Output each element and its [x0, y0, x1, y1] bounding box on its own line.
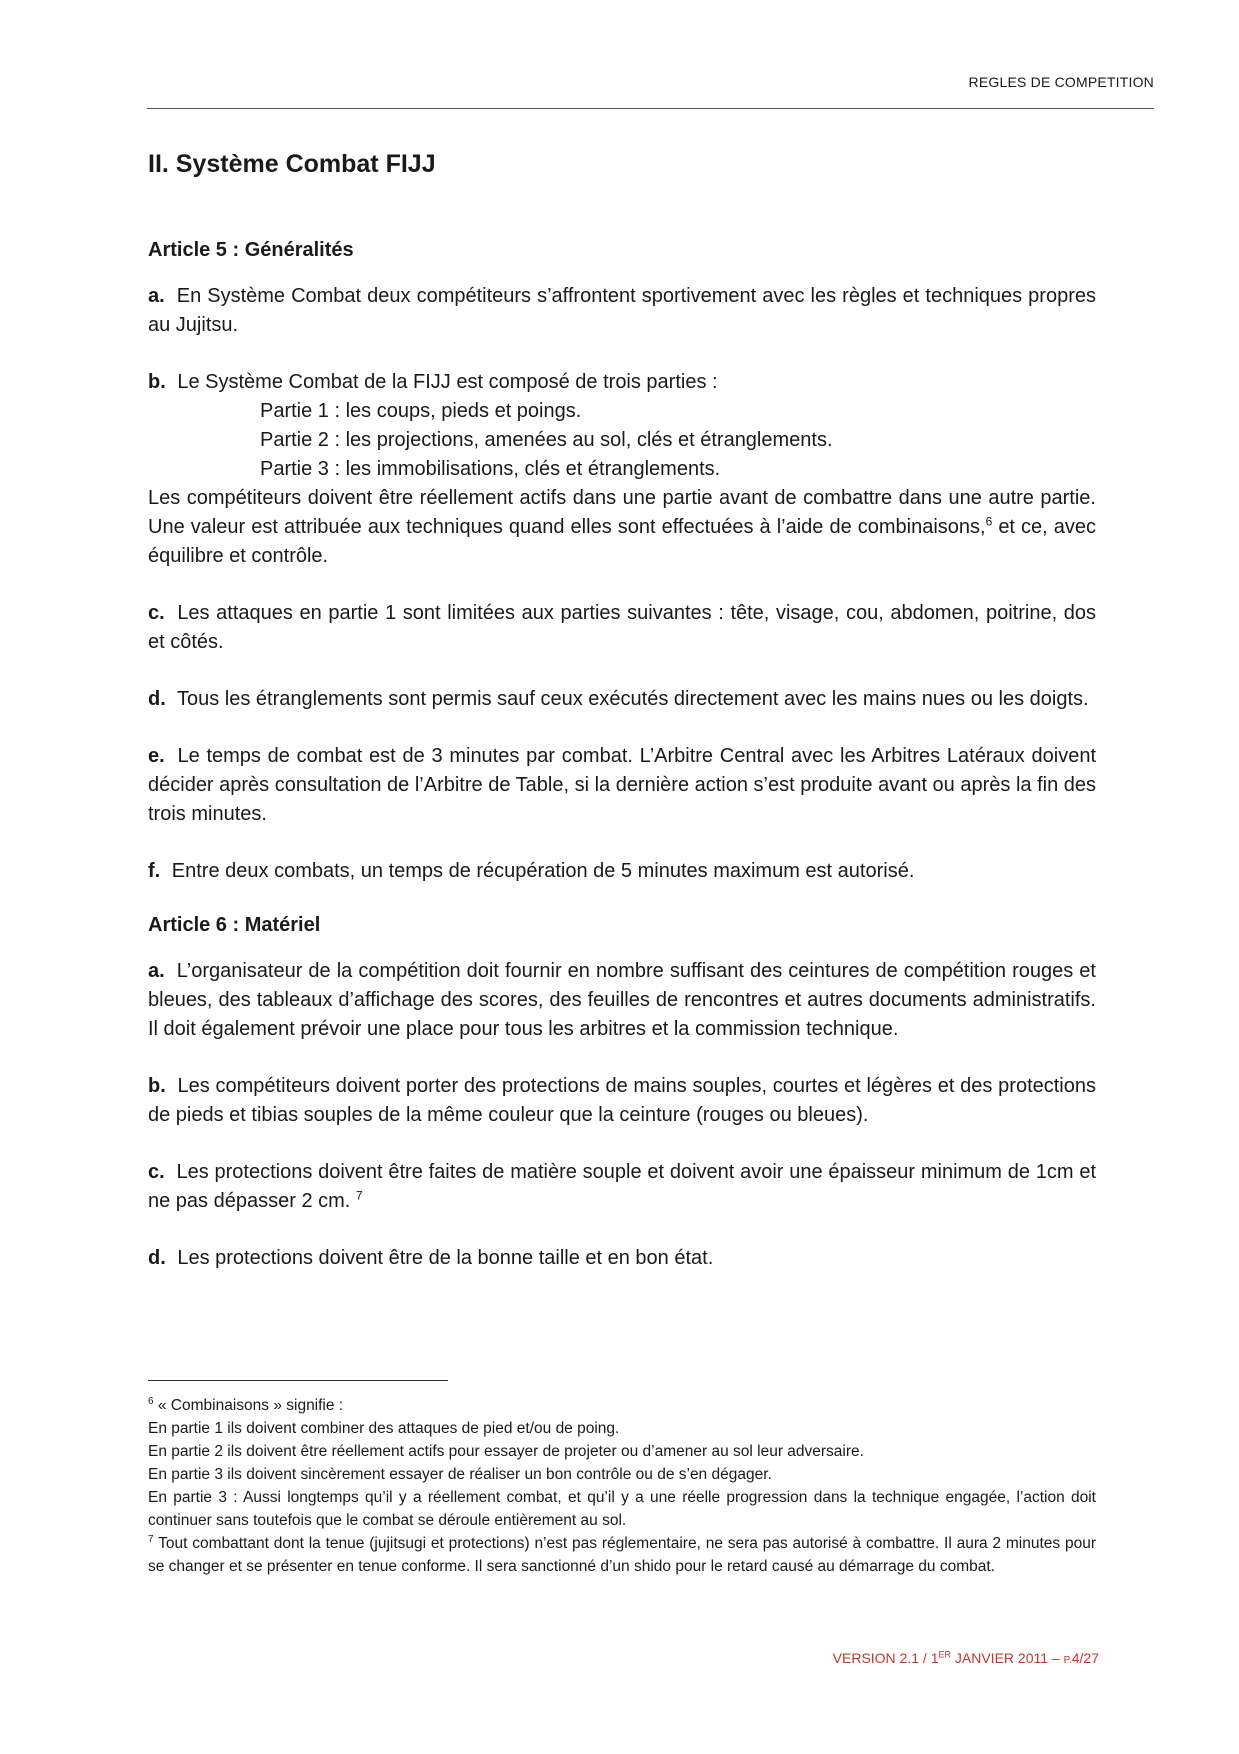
footnote-7 [148, 1532, 1096, 1578]
article-6-title: Article 6 : Matériel [148, 914, 321, 936]
para-label: b. [148, 371, 166, 393]
para-label: f. [148, 860, 161, 882]
version-footer [833, 1650, 1099, 1666]
footnote-ref-7[interactable]: 7 [355, 1188, 363, 1203]
para-label: a. [148, 960, 165, 982]
para-label: b. [148, 1075, 166, 1097]
footnote-separator [148, 1380, 448, 1381]
part-2-line: Partie 2 : les projections, amenées au sol, clés et étranglements. [260, 429, 833, 451]
para-text: Les protections doivent être faites de matière souple et doivent avoir une épaisseur minimum de 1cm et ne pas dépasser 2 cm. [148, 1161, 1096, 1212]
part-1-line: Partie 1 : les coups, pieds et poings. [260, 400, 582, 422]
para-text: Entre deux combats, un temps de récupération de 5 minutes maximum est autorisé. [171, 860, 915, 882]
header-rule [147, 108, 1154, 109]
para-text: Les protections doivent être de la bonne taille et en bon état. [177, 1247, 714, 1269]
footnote-number: 7 [148, 1533, 154, 1545]
article-5-title: Article 5 : Généralités [148, 239, 354, 261]
para-text: Le Système Combat de la FIJJ est composé de trois parties : [177, 371, 718, 393]
para-text: L’organisateur de la compétition doit fournir en nombre suffisant des ceintures de compétition rouges et bleues, des tableaux d’affichage des scores, des feuilles de rencontres et autres documents administratifs. Il doit également prévoir une place pour tous les arbitres et la commission technique. [148, 960, 1096, 1040]
article-5-para-a [148, 282, 1096, 340]
para-text: Les attaques en partie 1 sont limitées aux parties suivantes : tête, visage, cou, abdomen, poitrine, dos et côtés. [148, 602, 1096, 653]
para-text: Tous les étranglements sont permis sauf ceux exécutés directement avec les mains nues ou les doigts. [176, 688, 1089, 710]
article-5-para-b [148, 368, 1096, 571]
version-text: VERSION 2.1 / 1 [832, 1650, 939, 1666]
article-6-para-c [148, 1158, 1096, 1216]
footnote-text: Tout combattant dont la tenue (jujitsugi et protections) n’est pas réglementaire, ne sera pas autorisé à combattre. Il aura 2 minutes pour se changer et se présenter en tenue conforme. Il sera sanctionné d’un shido pour le retard causé au démarrage du combat. [148, 1535, 1096, 1575]
page-number: 4/27 [1071, 1650, 1099, 1666]
footnote-6-line: En partie 2 ils doivent être réellement actifs pour essayer de projeter ou d’amener au sol leur adversaire. [148, 1443, 864, 1460]
para-text: Les compétiteurs doivent être réellement actifs dans une partie avant de combattre dans une autre partie. Une valeur est attribuée aux techniques quand elles sont effectuées à l’aide de combinaisons, [148, 487, 1096, 538]
article-5-para-e [148, 742, 1096, 829]
ordinal-suffix: ER [938, 1649, 951, 1660]
section-title: II. Système Combat FIJJ [148, 150, 436, 178]
footnotes [148, 1394, 1096, 1578]
running-header: REGLES DE COMPETITION [968, 74, 1154, 90]
footnote-6-line: En partie 3 ils doivent sincèrement essayer de réaliser un bon contrôle ou de s’en dégager. [148, 1466, 772, 1483]
article-6-para-a [148, 957, 1096, 1044]
para-label: d. [148, 688, 166, 710]
para-label: a. [148, 285, 165, 307]
para-label: d. [148, 1247, 166, 1269]
footnote-6-line: En partie 3 : Aussi longtemps qu’il y a réellement combat, et qu’il y a une réelle progression dans la technique engagée, l’action doit continuer sans toutefois que le combat se déroule entièrement au sol. [148, 1489, 1096, 1529]
para-text: Les compétiteurs doivent porter des protections de mains souples, courtes et légères et des protections de pieds et tibias souples de la même couleur que la ceinture (rouges ou bleues). [148, 1075, 1096, 1126]
page-prefix: P. [1063, 1655, 1072, 1666]
part-3-line: Partie 3 : les immobilisations, clés et étranglements. [260, 458, 721, 480]
footnote-6-line [148, 1394, 1096, 1417]
para-label: c. [148, 1161, 165, 1183]
para-text: En Système Combat deux compétiteurs s’affrontent sportivement avec les règles et techniques propres au Jujitsu. [148, 285, 1096, 336]
article-6-para-b [148, 1072, 1096, 1130]
footnote-number: 6 [148, 1395, 154, 1407]
article-5-para-f [148, 857, 1096, 886]
date-text: JANVIER 2011 – [951, 1650, 1064, 1666]
para-text: et ce, avec équilibre et contrôle. [148, 516, 1096, 567]
para-label: e. [148, 745, 165, 767]
article-5-para-c [148, 599, 1096, 657]
footnote-6-line: En partie 1 ils doivent combiner des attaques de pied et/ou de poing. [148, 1420, 620, 1437]
para-label: c. [148, 602, 165, 624]
footnote-ref-6[interactable]: 6 [985, 514, 993, 529]
para-text: Le temps de combat est de 3 minutes par combat. L’Arbitre Central avec les Arbitres Latéraux doivent décider après consultation de l’Arbitre de Table, si la dernière action s’est produite avant ou après la fin des trois minutes. [148, 745, 1096, 825]
article-5-para-d [148, 685, 1096, 714]
main-content [148, 150, 1096, 1301]
footnote-text: « Combinaisons » signifie : [157, 1397, 344, 1414]
article-6-para-d [148, 1244, 1096, 1273]
